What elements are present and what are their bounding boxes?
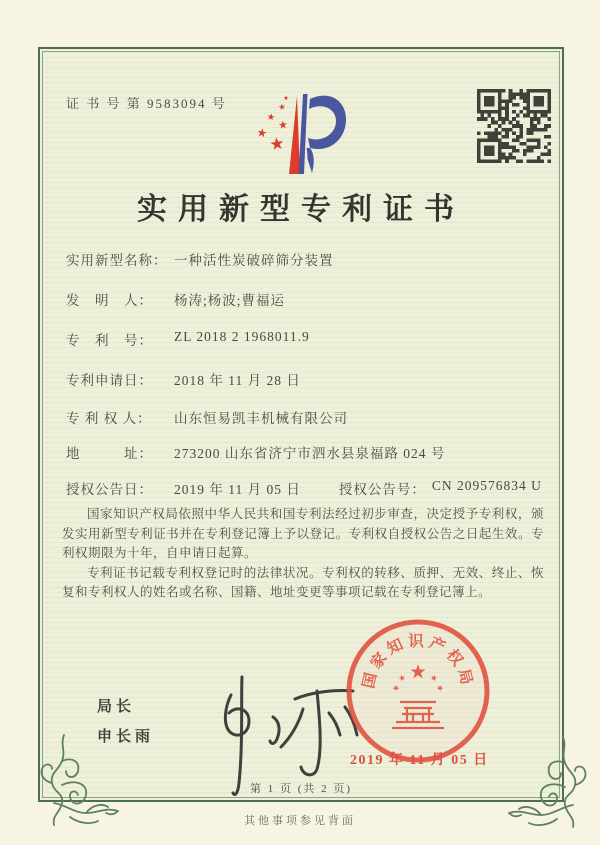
- commissioner-name: 申长雨: [97, 729, 155, 745]
- field-label: 专 利 权 人：: [66, 411, 152, 426]
- seal-text: 国家知识产权局: [360, 633, 476, 691]
- legal-paragraph-2: 专利证书记载专利权登记时的法律状况。专利权的转移、质押、无效、终止、恢复和专利权人的姓名或名称、国籍、地址变更等事项记载在专利登记簿上。: [62, 565, 544, 599]
- seal-date: 2019 年 11 月 05 日: [350, 753, 489, 768]
- field-row-grant: [66, 478, 542, 498]
- commissioner-title: 局长: [97, 699, 136, 715]
- field-label: 专 利 号：: [66, 333, 153, 348]
- official-seal: [343, 616, 493, 766]
- field-row-patentee: [66, 407, 348, 427]
- grant-number-label: 授权公告号：: [338, 482, 426, 497]
- field-label: 专利申请日：: [66, 373, 153, 388]
- legal-paragraphs: [62, 505, 544, 603]
- field-row-patent-number: [66, 329, 310, 349]
- cnipa-logo-icon: [243, 82, 348, 177]
- grant-number-value: CN 209576834 U: [431, 478, 542, 493]
- field-row-address: [66, 442, 445, 462]
- field-value: 一种活性炭破碎筛分装置: [174, 253, 334, 268]
- page-number: 第 1 页 (共 2 页): [249, 783, 353, 795]
- field-value: 山东恒易凯丰机械有限公司: [174, 411, 348, 426]
- field-value: ZL 2018 2 1968011.9: [174, 329, 310, 344]
- field-label: 地 址：: [66, 446, 153, 461]
- field-label: 发 明 人：: [66, 293, 153, 308]
- field-row-inventors: [66, 289, 285, 309]
- certificate-border-frame: [38, 47, 564, 802]
- qr-code: [477, 89, 551, 163]
- grant-date-value: 2019 年 11 月 05 日: [174, 482, 301, 497]
- back-side-note: 其他事项参见背面: [244, 815, 356, 827]
- certificate-title: 实用新型专利证书: [137, 193, 465, 226]
- field-label: 实用新型名称：: [66, 253, 168, 268]
- legal-paragraph-1: 国家知识产权局依照中华人民共和国专利法经过初步审查，决定授予专利权，颁发实用新型专利证书并在专利登记簿上予以登记。专利权自授权公告之日起生效。专利权期限为十年，自申请日起算。: [62, 507, 544, 560]
- field-row-filing-date: [66, 369, 301, 389]
- field-value: 2018 年 11 月 28 日: [174, 373, 301, 388]
- field-value: 273200 山东省济宁市泗水县泉福路 024 号: [174, 446, 446, 461]
- field-value: 杨涛;杨波;曹福运: [174, 293, 286, 308]
- field-row-name: [66, 249, 334, 269]
- grant-date-label: 授权公告日：: [66, 482, 153, 497]
- certificate-number: 证 书 号 第 9583094 号: [66, 96, 227, 111]
